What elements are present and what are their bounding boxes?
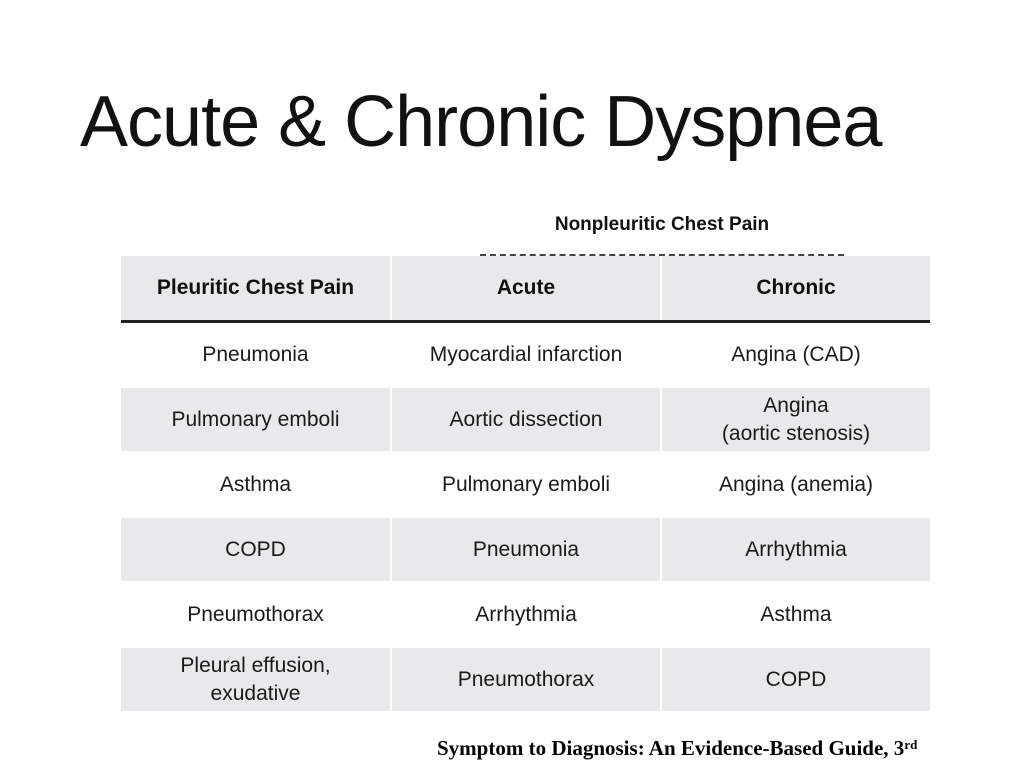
column-header: Chronic	[661, 256, 930, 322]
cell-text: Pneumothorax	[457, 667, 595, 691]
table-cell	[391, 517, 661, 582]
cell-text: Pleural effusion,	[180, 653, 331, 677]
table-cell	[121, 647, 391, 712]
table-cell	[121, 582, 391, 647]
table-row	[121, 322, 930, 388]
cell-text: (aortic stenosis)	[721, 421, 871, 445]
table-cell	[661, 517, 930, 582]
table-cell	[391, 322, 661, 388]
cell-text: Myocardial infarction	[429, 342, 623, 366]
table-cell	[661, 647, 930, 712]
table-cell	[121, 517, 391, 582]
table-cell	[661, 387, 930, 452]
table-row	[121, 517, 930, 582]
table-cell	[391, 647, 661, 712]
table-cell	[661, 452, 930, 517]
cell-text: Pulmonary emboli	[441, 472, 611, 496]
slide-title: Acute & Chronic Dyspnea	[80, 82, 882, 162]
cell-text: exudative	[210, 681, 301, 705]
column-group-label: Nonpleuritic Chest Pain	[554, 214, 770, 235]
cell-text: Angina (anemia)	[718, 472, 874, 496]
table-cell	[121, 387, 391, 452]
table-row	[121, 582, 930, 647]
table-cell	[391, 582, 661, 647]
cell-text: Angina (CAD)	[731, 342, 861, 366]
cell-text: Pulmonary emboli	[171, 407, 340, 431]
table-row	[121, 387, 930, 452]
table-cell	[391, 387, 661, 452]
cell-text: Pneumonia	[202, 342, 309, 366]
table-cell	[661, 582, 930, 647]
table-row	[121, 452, 930, 517]
table-cell	[661, 322, 930, 388]
column-header: Acute	[391, 256, 661, 322]
column-header: Pleuritic Chest Pain	[121, 256, 391, 322]
cell-text: Asthma	[219, 472, 292, 496]
citation	[437, 733, 917, 763]
table-cell	[121, 452, 391, 517]
table-header-row	[121, 256, 930, 322]
cell-text: Asthma	[760, 602, 832, 626]
cell-text: Aortic dissection	[449, 407, 603, 431]
cell-text: Angina	[763, 393, 829, 417]
table-cell	[121, 322, 391, 388]
table-body	[121, 322, 930, 713]
cell-text: COPD	[765, 667, 827, 691]
dyspnea-table	[121, 256, 930, 713]
cell-text: Arrhythmia	[475, 602, 577, 626]
citation-superscript: rd	[904, 737, 918, 752]
table-row	[121, 647, 930, 712]
cell-text: Pneumonia	[472, 537, 580, 561]
cell-text: COPD	[225, 537, 286, 561]
cell-text: Pneumothorax	[187, 602, 324, 626]
citation-text: Symptom to Diagnosis: An Evidence-Based Guide, 3	[437, 736, 905, 760]
table-cell	[391, 452, 661, 517]
cell-text: Arrhythmia	[745, 537, 847, 561]
